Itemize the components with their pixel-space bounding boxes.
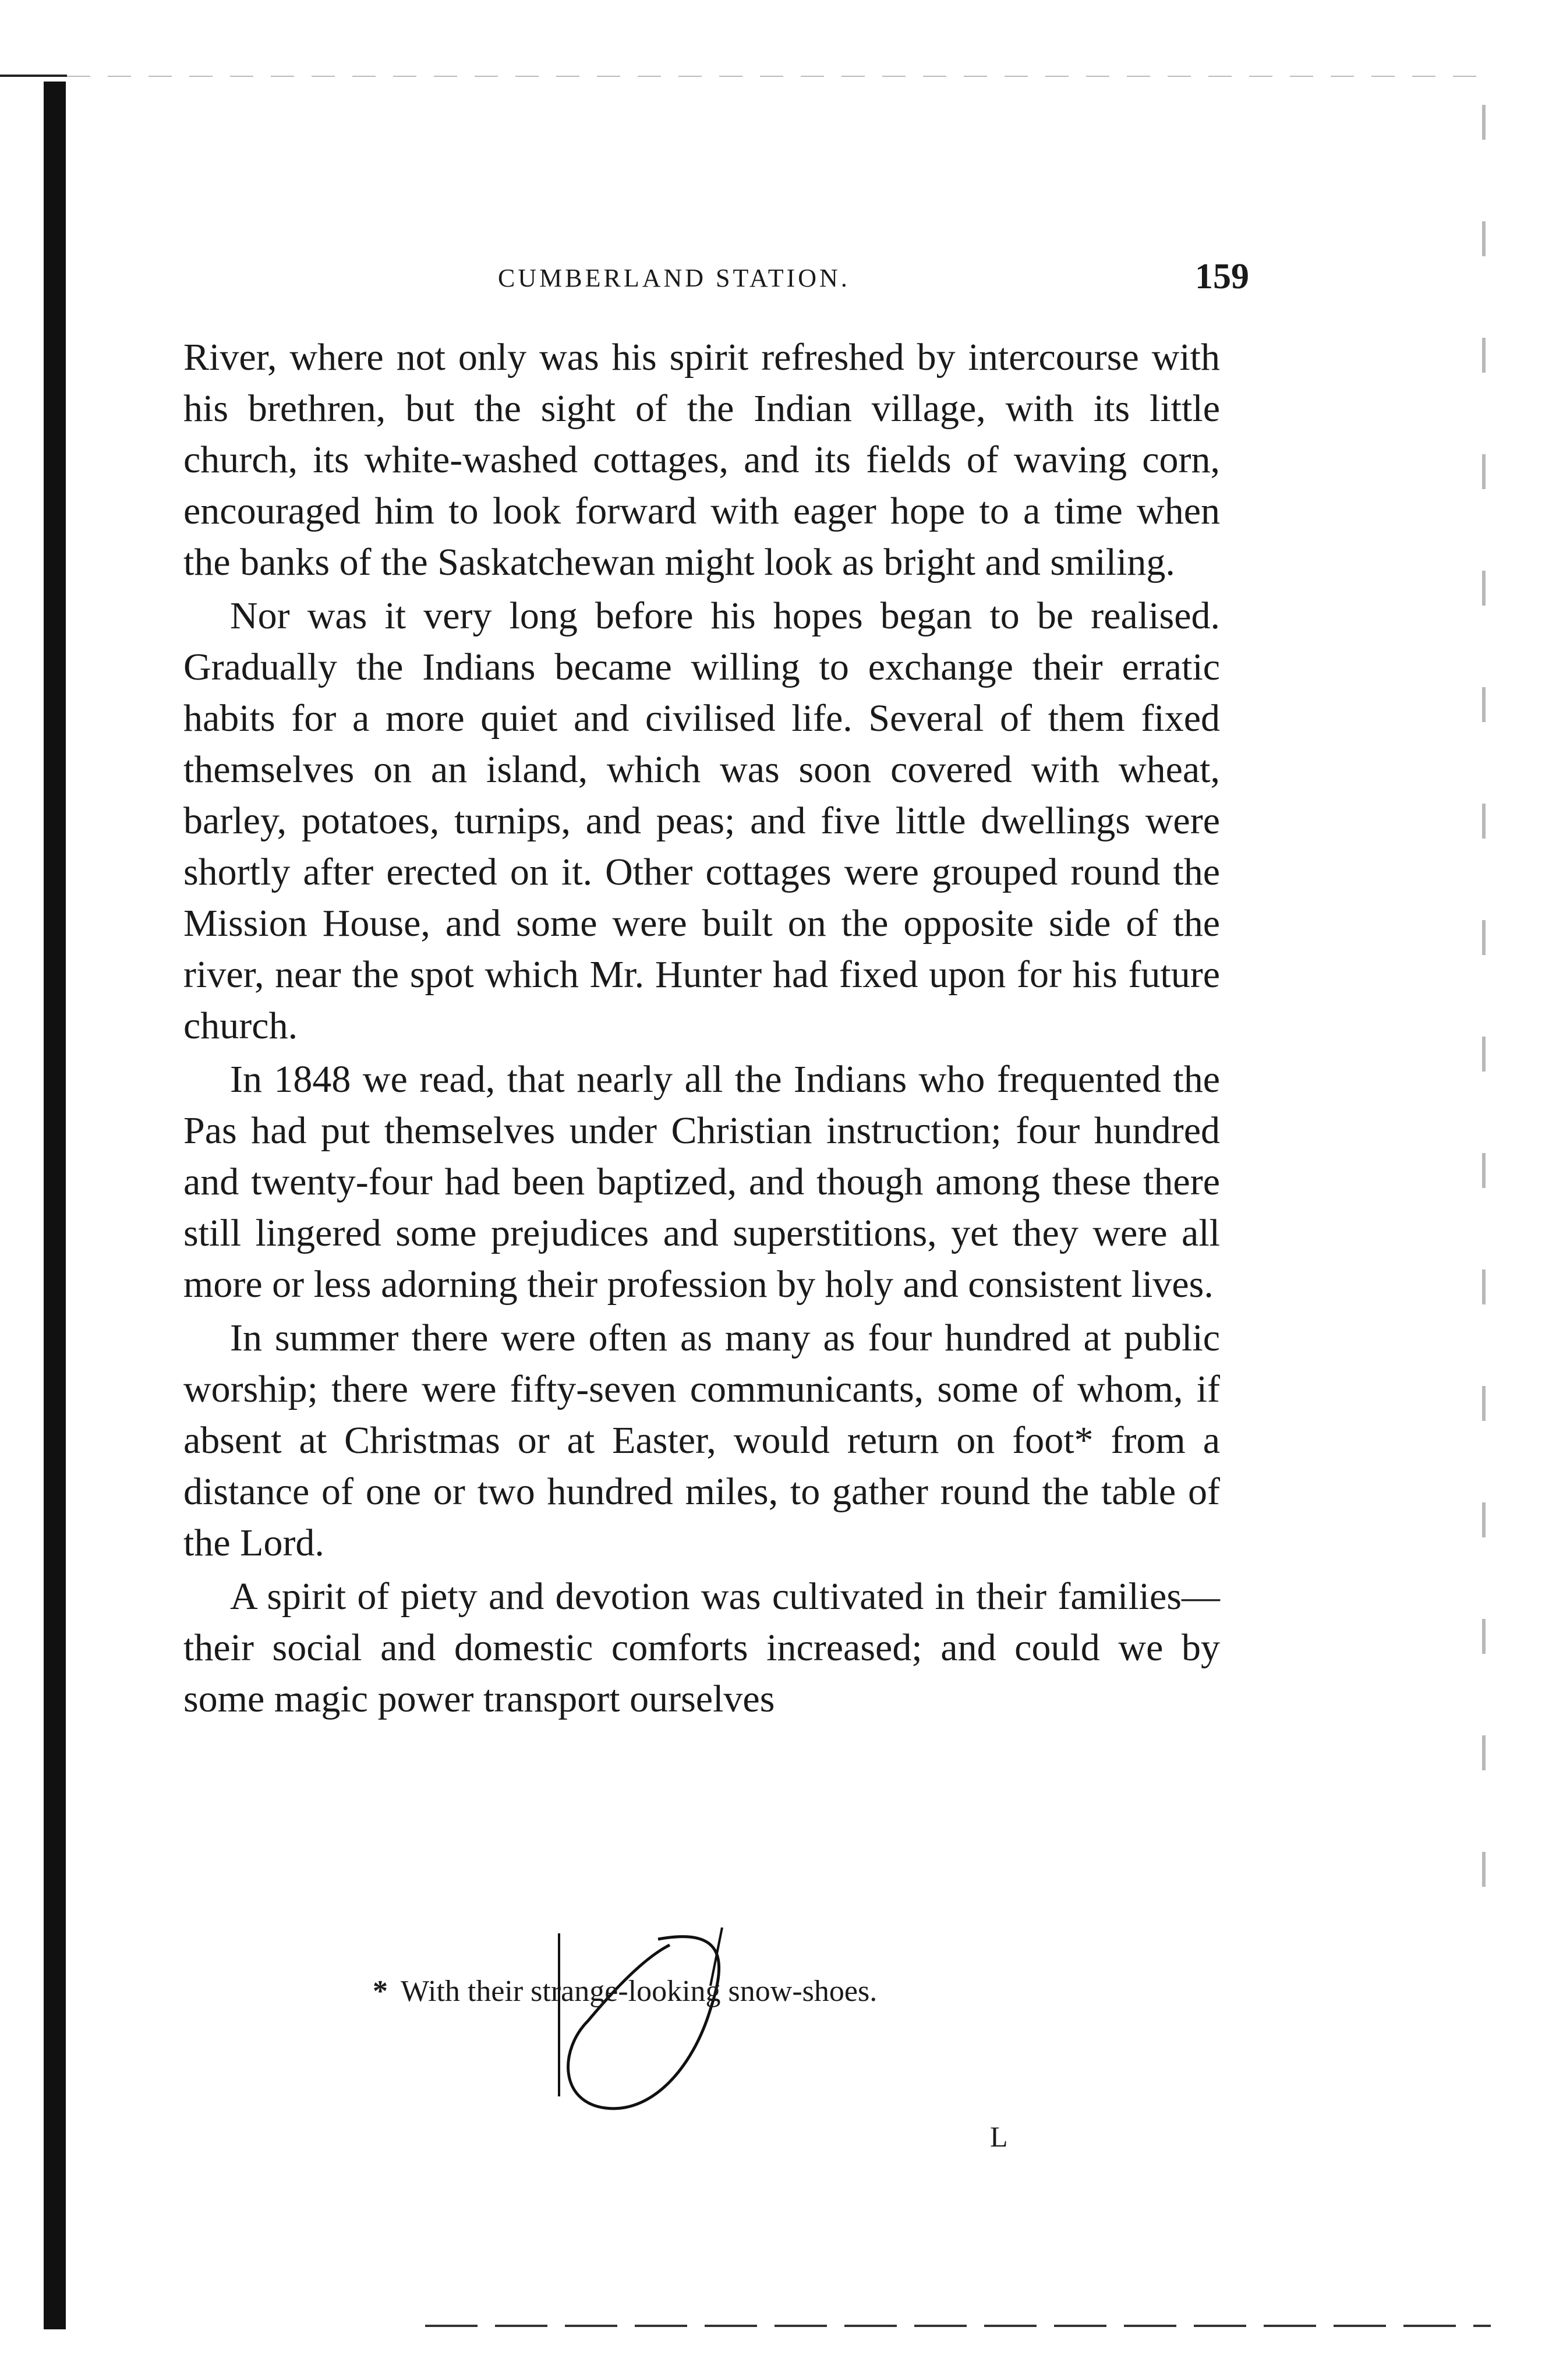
page-number: 159 (1195, 257, 1249, 296)
handwritten-loop-mark (536, 1922, 780, 2131)
top-scan-rule (67, 76, 1488, 77)
footnote-text: With their strange-looking snow-shoes. (401, 1975, 878, 2008)
paragraph-1: River, where not only was his spirit refreshed by intercourse with his brethren, but the sight of the Indian village, with its little church, its white-washed cottages, and its fields of waving corn, encouraged him to look forward with eager hope to a time when the banks of the Saskatchewan might look as bright and smiling. (183, 336, 1220, 583)
body-text (183, 332, 1220, 1727)
paragraph-2: Nor was it very long before his hopes began to be realised. Gradually the Indians became willing to exchange their erratic habits for a more quiet and civilised life. Several of them fixed themselves on an island, which was soon covered with wheat, barley, potatoes, turnips, and peas; and five little dwellings were shortly after erected on it. Other cottages were grouped round the Mission House, and some were built on the opposite side of the river, near the spot which Mr. Hunter had fixed upon for his future church. (183, 595, 1220, 1047)
paragraph-3: In 1848 we read, that nearly all the Indians who frequented the Pas had put themselves under Christian instruction; four hundred and twenty-four had been baptized, and though among these there still lingered some prejudices and superstitions, yet they were all more or less adorning their profession by holy and consistent lives. (183, 1058, 1220, 1306)
book-spine-shadow (44, 82, 66, 2329)
footnote (373, 1971, 1246, 2012)
paragraph-4: In summer there were often as many as four hundred at public worship; there were fifty-seven communicants, some of whom, if absent at Christmas or at Easter, would return on foot* from a distance of one or two hundred miles, to gather round the table of the Lord. (183, 1317, 1220, 1564)
bottom-scan-rule (425, 2325, 1491, 2327)
right-margin-marks (1482, 105, 1486, 1968)
signature-letter: L (990, 2120, 1008, 2153)
page-header (183, 256, 1249, 303)
running-head: CUMBERLAND STATION. (498, 264, 850, 292)
page-edge-line (0, 75, 67, 77)
paragraph-5: A spirit of piety and devotion was cultivated in their families—their social and domestic comforts increased; and could we by some magic power transport ourselves (183, 1575, 1220, 1720)
footnote-marker: * (373, 1975, 388, 2008)
